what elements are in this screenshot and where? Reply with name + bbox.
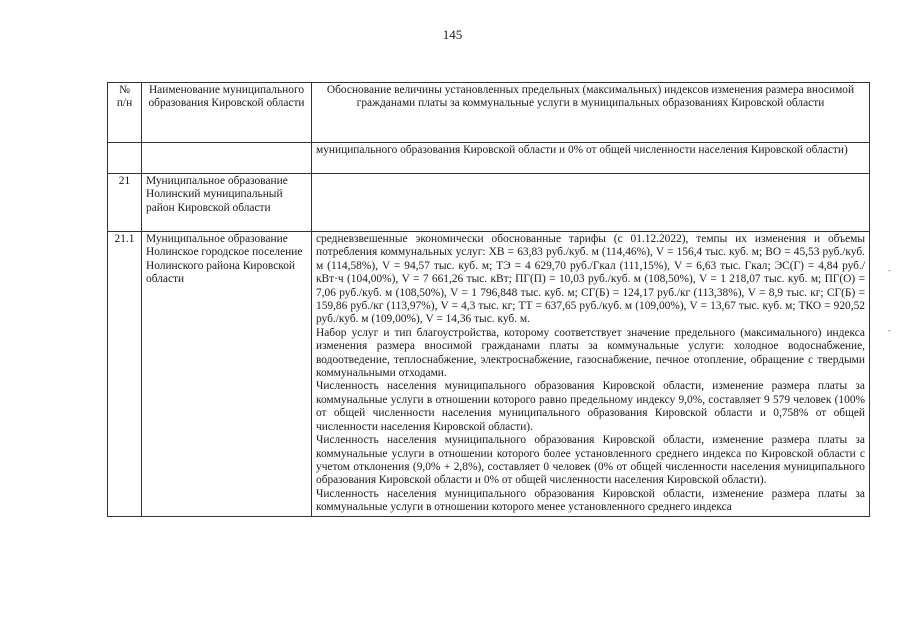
header-justification-text: Обоснование величины установленных предельных (максимальных) индексов изменения размера вносимой гражданами платы за коммунальные услуги в муниципальных образованиях Кировской области bbox=[326, 84, 855, 110]
population-equal-paragraph: Численность населения муниципального образования Кировской области, изменение размера платы за коммунальные услуги в отношении которого равно предельному индексу 9,0%, составляет 9 579 человек (100% от общей численности населения муниципального образования Кировской области и 0,758% от общей численности населения Кировской области). bbox=[316, 380, 865, 433]
population-above-paragraph: Численность населения муниципального образования Кировской области, изменение размера платы за коммунальные услуги в отношении которого более установленного среднего индекса по Кировской области с учетом отклонения (9,0% + 2,8%), составляет 0 человек (0% от общей численности населения муниципального образования Кировской области и 0% от общей численности населения Кировской области). bbox=[316, 434, 865, 487]
continuation-text: муниципального образования Кировской области и 0% от общей численности населения Кировской области) bbox=[312, 143, 870, 174]
justification-cell bbox=[312, 232, 870, 517]
header-municipality-text: Наименование муниципального образования Кировской области bbox=[148, 84, 305, 110]
tariff-index-table bbox=[107, 82, 870, 517]
header-municipality bbox=[142, 83, 312, 143]
table-row bbox=[108, 232, 870, 517]
table-header-row bbox=[108, 83, 870, 143]
header-num-text: № п/н bbox=[116, 84, 133, 110]
row-number: 21 bbox=[108, 174, 142, 232]
tariffs-paragraph: средневзвешенные экономически обоснованные тарифы (с 01.12.2022), темпы их изменения и объемы потребления коммунальных услуг: ХВ = 63,83 руб./куб. м (114,46%), V = 156,4 тыс. куб. м; ВО = 45,53 руб./куб. м (114,58%), V = 94,57 тыс. куб. м; ТЭ = 4 629,70 руб./Гкал (111,15%), V = 6,63 тыс. Гкал; ЭС(Г) = 4,84 руб./кВт·ч (104,00%), V = 7 661,26 тыс. кВт; ПГ(П) = 10,03 руб./куб. м (108,50%), V = 1 218,07 тыс. куб. м; ПГ(О) = 7,06 руб./куб. м (108,50%), V = 1 796,848 тыс. куб. м; СГ(Б) = 124,17 руб./кг (113,38%), V = 8,9 тыс. кг; СГ(Б) = 159,86 руб./кг (113,97%), V = 4,3 тыс. кг; ТТ = 637,65 руб./куб. м (109,00%), V = 13,67 тыс. куб. м; ТКО = 920,52 руб./куб. м (109,00%), V = 14,36 тыс. куб. м. bbox=[316, 233, 865, 326]
table-row bbox=[108, 174, 870, 232]
header-num bbox=[108, 83, 142, 143]
margin-mark: - bbox=[888, 325, 891, 335]
services-paragraph: Набор услуг и тип благоустройства, которому соответствует значение предельного (максимального) индекса изменения размера вносимой гражданами платы за коммунальные услуги: холодное водоснабжение, водоотведение, теплоснабжение, электроснабжение, газоснабжение, печное отопление, обращение с твердыми коммунальными отходами. bbox=[316, 326, 865, 380]
table-cell-empty bbox=[142, 143, 312, 174]
municipality-name: Муниципальное образование Нолинское городское поселение Нолинского района Кировской области bbox=[142, 232, 312, 517]
header-justification bbox=[312, 83, 870, 143]
margin-mark: - bbox=[888, 265, 891, 275]
population-below-paragraph: Численность населения муниципального образования Кировской области, изменение размера платы за коммунальные услуги в отношении которого менее установленного среднего индекса bbox=[316, 487, 865, 514]
municipality-name: Муниципальное образование Нолинский муниципальный район Кировской области bbox=[142, 174, 312, 232]
row-number: 21.1 bbox=[108, 232, 142, 517]
table-cell-empty bbox=[108, 143, 142, 174]
page-number: 145 bbox=[442, 27, 463, 42]
table-row bbox=[108, 143, 870, 174]
table-cell-empty bbox=[312, 174, 870, 232]
